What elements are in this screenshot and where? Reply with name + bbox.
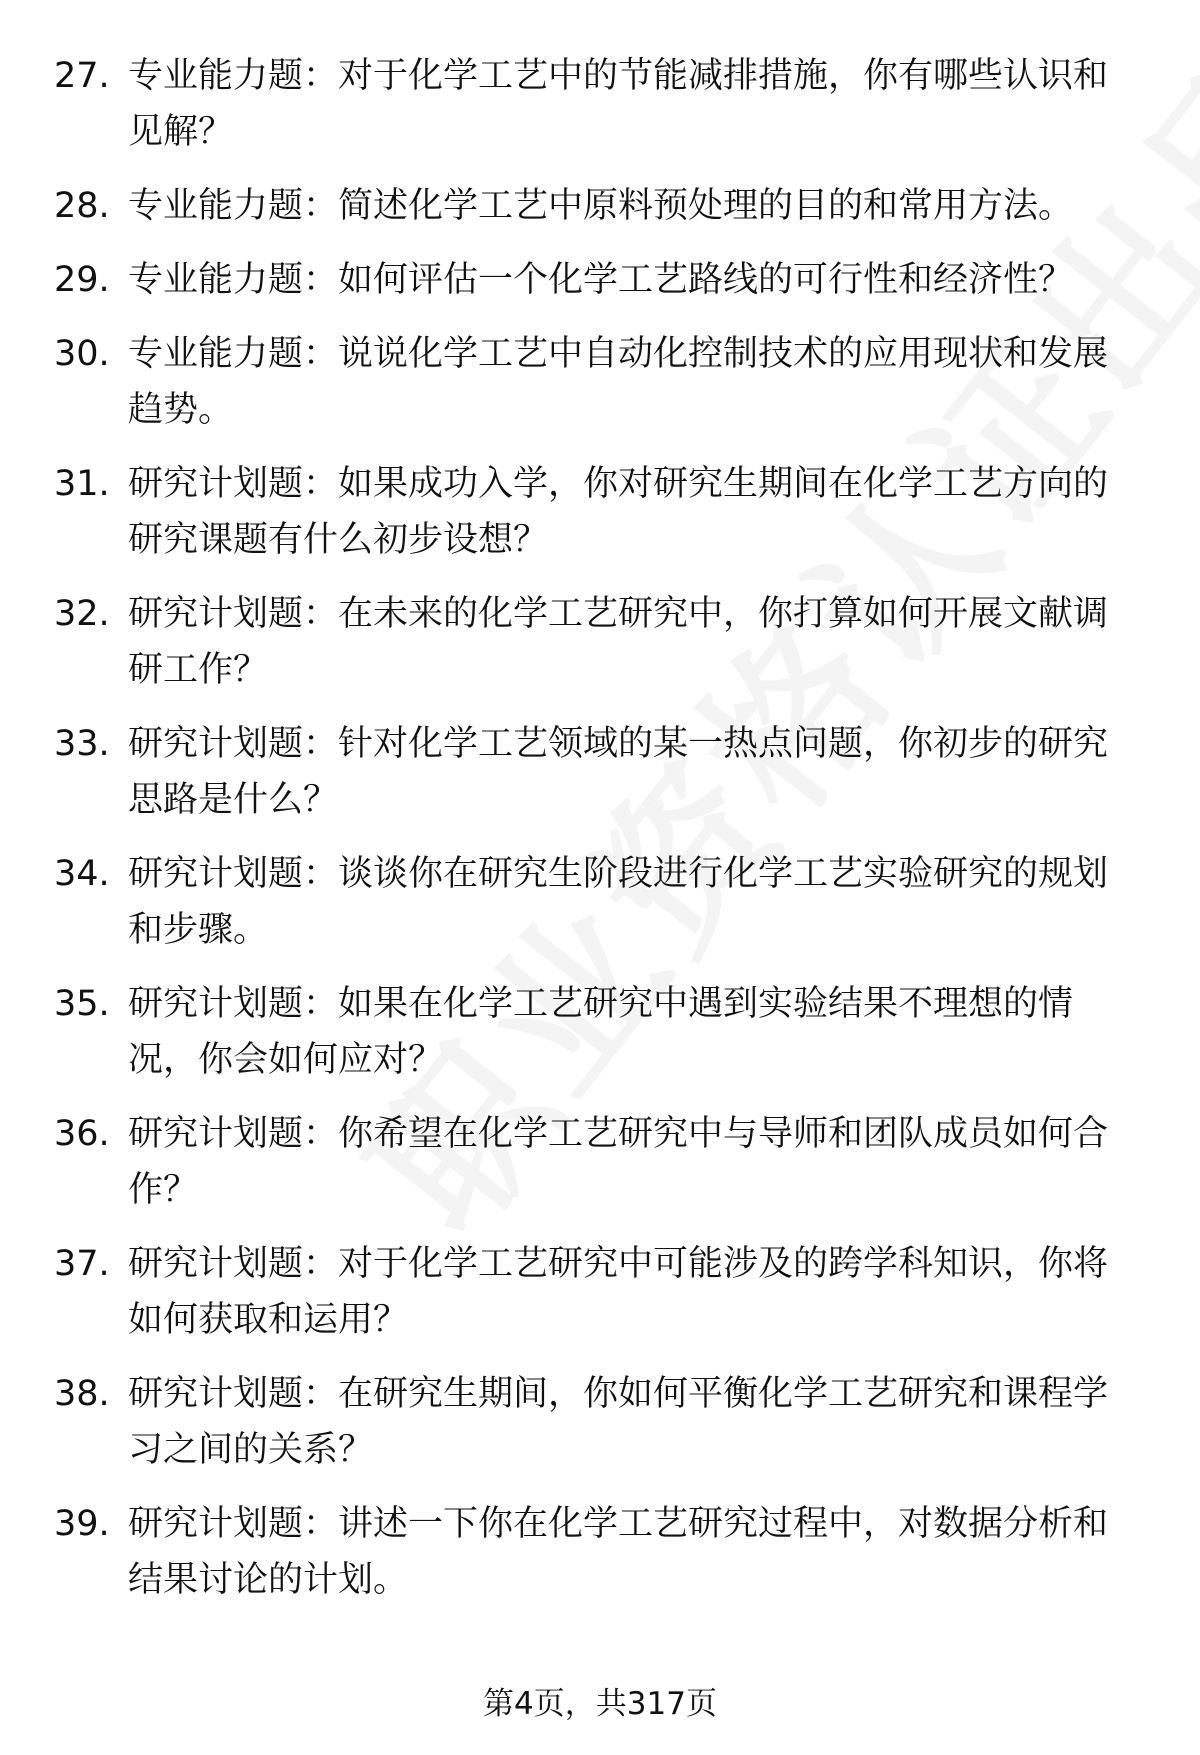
question-text: 研究计划题：讲述一下你在化学工艺研究过程中，对数据分析和结果讨论的计划。 — [128, 1504, 1109, 1600]
question-text: 专业能力题：说说化学工艺中自动化控制技术的应用现状和发展趋势。 — [128, 334, 1109, 430]
question-text: 研究计划题：你希望在化学工艺研究中与导师和团队成员如何合作？ — [128, 1114, 1109, 1210]
question-text: 研究计划题：如果成功入学，你对研究生期间在化学工艺方向的研究课题有什么初步设想？ — [128, 464, 1109, 560]
page-footer: 第4页，共317页 — [483, 1686, 717, 1722]
question-number: 38. — [54, 1374, 110, 1414]
question-item — [0, 846, 1200, 958]
question-text: 研究计划题：谈谈你在研究生阶段进行化学工艺实验研究的规划和步骤。 — [128, 854, 1109, 950]
question-text: 专业能力题：如何评估一个化学工艺路线的可行性和经济性？ — [128, 260, 1074, 300]
question-number: 37. — [54, 1244, 110, 1284]
question-item — [0, 1496, 1200, 1608]
question-number: 30. — [54, 334, 110, 374]
question-item — [0, 1106, 1200, 1218]
question-text: 研究计划题：在未来的化学工艺研究中，你打算如何开展文献调研工作？ — [128, 594, 1109, 690]
question-item — [0, 252, 1200, 308]
question-number: 28. — [54, 186, 110, 226]
question-number: 34. — [54, 854, 110, 894]
question-text: 研究计划题：针对化学工艺领域的某一热点问题，你初步的研究思路是什么？ — [128, 724, 1109, 820]
question-item — [0, 1366, 1200, 1478]
question-list — [0, 48, 1200, 1626]
question-number: 36. — [54, 1114, 110, 1154]
question-item — [0, 456, 1200, 568]
question-number: 39. — [54, 1504, 110, 1544]
question-text: 研究计划题：如果在化学工艺研究中遇到实验结果不理想的情况，你会如何应对？ — [128, 984, 1074, 1080]
question-number: 29. — [54, 260, 110, 300]
question-item — [0, 48, 1200, 160]
question-text: 专业能力题：简述化学工艺中原料预处理的目的和常用方法。 — [128, 186, 1074, 226]
question-item — [0, 326, 1200, 438]
question-item — [0, 1236, 1200, 1348]
question-text: 研究计划题：对于化学工艺研究中可能涉及的跨学科知识，你将如何获取和运用？ — [128, 1244, 1109, 1340]
question-number: 27. — [54, 56, 110, 96]
question-text: 专业能力题：对于化学工艺中的节能减排措施，你有哪些认识和见解？ — [128, 56, 1109, 152]
question-item — [0, 716, 1200, 828]
question-number: 35. — [54, 984, 110, 1024]
question-number: 32. — [54, 594, 110, 634]
question-number: 33. — [54, 724, 110, 764]
question-item — [0, 178, 1200, 234]
question-text: 研究计划题：在研究生期间，你如何平衡化学工艺研究和课程学习之间的关系？ — [128, 1374, 1109, 1470]
question-item — [0, 586, 1200, 698]
question-number: 31. — [54, 464, 110, 504]
question-item — [0, 976, 1200, 1088]
